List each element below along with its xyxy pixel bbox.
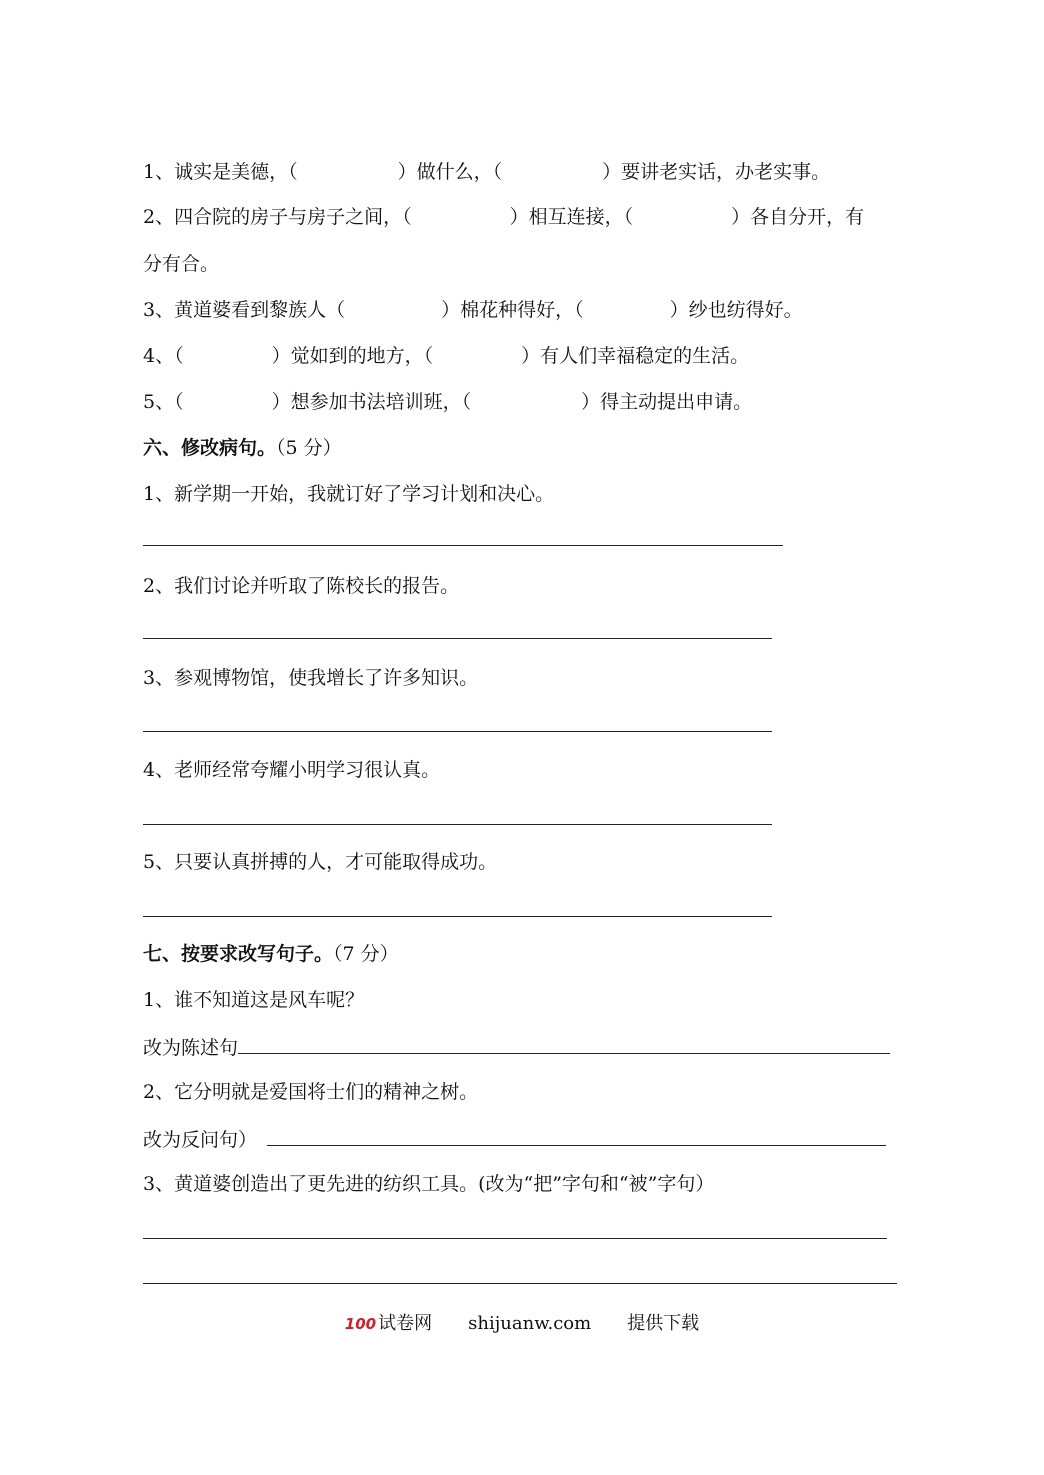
correction-item-2: 2、我们讨论并听取了陈校长的报告。 — [143, 575, 460, 597]
page-footer — [0, 1312, 1044, 1336]
rewrite-question-3: 3、黄道婆创造出了更先进的纺织工具。(改为“把”字句和“被”字句） — [143, 1173, 715, 1195]
site-logo: 100 — [344, 1315, 377, 1333]
section-7-heading: 七、按要求改写句子。（7 分） — [143, 943, 399, 965]
answer-line[interactable] — [143, 916, 772, 917]
rewrite-question-2: 2、它分明就是爱国将士们的精神之树。 — [143, 1081, 479, 1103]
rewrite-question-1: 1、谁不知道这是风车呢？ — [143, 989, 365, 1011]
answer-line[interactable] — [267, 1126, 886, 1146]
correction-item-3: 3、参观博物馆，使我增长了许多知识。 — [143, 667, 479, 689]
answer-line[interactable] — [143, 545, 783, 546]
site-domain[interactable]: shijuanw.com — [468, 1313, 592, 1334]
download-note: 提供下载 — [627, 1313, 700, 1334]
fill-question-1: 1、诚实是美德，（ ）做什么，（ ）要讲老实话，办老实事。 — [143, 161, 831, 183]
section-6-heading: 六、修改病句。（5 分） — [143, 437, 342, 459]
correction-item-1: 1、新学期一开始，我就订好了学习计划和决心。 — [143, 483, 555, 505]
fill-question-3: 3、黄道婆看到黎族人（ ）棉花种得好，（ ）纱也纺得好。 — [143, 299, 803, 321]
fill-question-5: 5、（ ）想参加书法培训班，（ ）得主动提出申请。 — [143, 391, 753, 413]
answer-line[interactable] — [143, 824, 772, 825]
answer-line[interactable] — [143, 731, 772, 732]
correction-item-5: 5、只要认真拼搏的人，才可能取得成功。 — [143, 851, 498, 873]
correction-item-4: 4、老师经常夸耀小明学习很认真。 — [143, 759, 441, 781]
fill-question-4: 4、（ ）觉如到的地方，（ ）有人们幸福稳定的生活。 — [143, 345, 750, 367]
answer-line[interactable] — [143, 638, 772, 639]
rewrite-answer-1: 改为陈述句 — [143, 1034, 890, 1060]
answer-line[interactable] — [238, 1034, 890, 1054]
answer-line[interactable] — [143, 1238, 887, 1239]
fill-question-2-cont: 分有合。 — [143, 253, 220, 275]
fill-question-2: 2、四合院的房子与房子之间，（ ）相互连接，（ ）各自分开，有 — [143, 206, 865, 228]
answer-line[interactable] — [143, 1283, 897, 1284]
rewrite-answer-2: 改为反问句） — [143, 1126, 886, 1152]
site-name: 试卷网 — [378, 1313, 433, 1334]
